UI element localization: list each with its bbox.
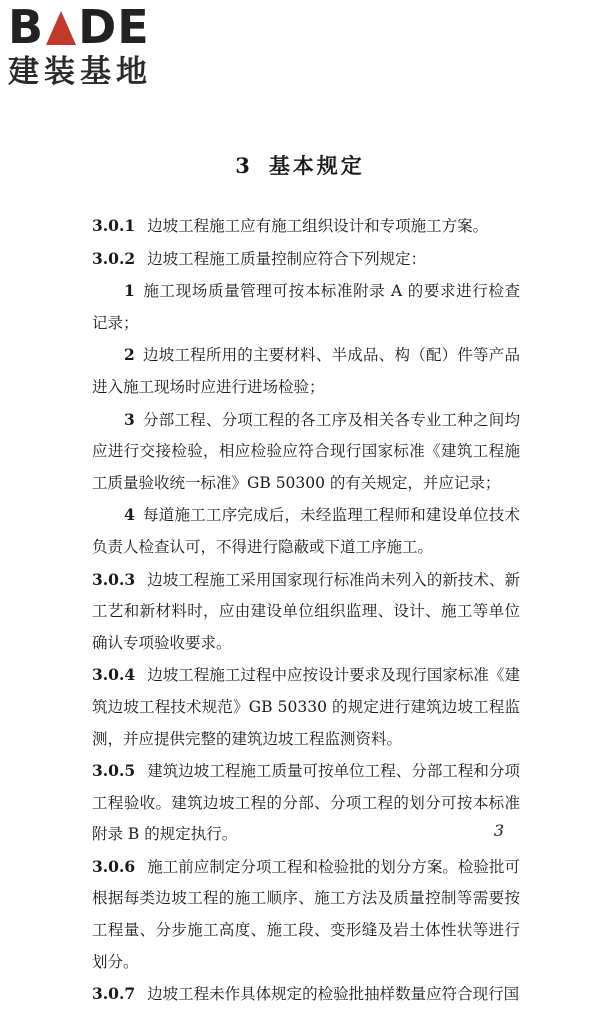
item-text: 分部工程、分项工程的各工序及相关各专业工种之间均应进行交接检验，相应检验应符合现行国家标准《建筑工程施工质量验收统一标准》GB 50300 的有关规定，并应记录； bbox=[92, 410, 520, 492]
clause-text: 施工前应制定分项工程和检验批的划分方案。检验批可根据每类边坡工程的施工顺序、施工方法及质量控制等需要按工程量、分步施工高度、施工段、变形缝及岩土体性状等进行划分。 bbox=[92, 857, 520, 971]
logo-triangle-icon bbox=[46, 11, 76, 45]
page-number: 3 bbox=[493, 821, 504, 840]
clause-number: 3.0.2 bbox=[92, 248, 136, 268]
item-text: 施工现场质量管理可按本标准附录 A 的要求进行检查记录； bbox=[92, 282, 520, 332]
chapter-heading: 基本规定 bbox=[268, 153, 365, 178]
list-item bbox=[92, 275, 520, 339]
clause bbox=[92, 564, 520, 660]
clause-number: 3.0.1 bbox=[92, 216, 136, 235]
clause-number: 3.0.4 bbox=[92, 665, 136, 685]
logo-subtitle: 建装基地 bbox=[8, 54, 152, 90]
clause bbox=[92, 659, 520, 755]
clause bbox=[92, 851, 520, 978]
clause bbox=[92, 210, 520, 243]
logo-wordmark bbox=[8, 0, 178, 54]
item-number: 4 bbox=[124, 505, 135, 525]
clause-text: 建筑边坡工程施工质量可按单位工程、分部工程和分项工程验收。建筑边坡工程的分部、分项工程的划分可按本标准附录 B 的规定执行。 bbox=[92, 762, 520, 844]
clause-number: 3.0.7 bbox=[92, 984, 136, 1004]
logo bbox=[8, 0, 178, 94]
clause-text: 边坡工程施工采用国家现行标准尚未列入的新技术、新工艺和新材料时，应由建设单位组织监理、设计、施工等单位确认专项验收要求。 bbox=[92, 570, 520, 652]
list-item bbox=[92, 404, 520, 500]
clause bbox=[92, 243, 520, 276]
item-number: 1 bbox=[124, 281, 135, 301]
clause-number: 3.0.5 bbox=[92, 761, 136, 781]
clause-text: 边坡工程未作具体规定的检验批抽样数量应符合现行国 bbox=[147, 985, 520, 1004]
item-number: 2 bbox=[124, 345, 135, 365]
clause-text: 边坡工程施工质量控制应符合下列规定： bbox=[147, 249, 427, 268]
clause-number: 3.0.3 bbox=[92, 569, 136, 589]
document-body bbox=[92, 210, 520, 1011]
item-text: 边坡工程所用的主要材料、半成品、构（配）件等产品进入施工现场时应进行进场检验； bbox=[92, 346, 520, 396]
clause-text: 边坡工程施工过程中应按设计要求及现行国家标准《建筑边坡工程技术规范》GB 50330 的规定进行建筑边坡工程监测，并应提供完整的建筑边坡工程监测资料。 bbox=[92, 666, 520, 748]
clause-number: 3.0.6 bbox=[92, 856, 136, 876]
list-item bbox=[92, 339, 520, 403]
item-number: 3 bbox=[124, 409, 135, 429]
clause-text: 边坡工程施工应有施工组织设计和专项施工方案。 bbox=[147, 217, 489, 235]
list-item bbox=[92, 499, 520, 563]
logo-word-prefix: B bbox=[8, 0, 45, 54]
chapter-title bbox=[0, 150, 600, 180]
logo-word-suffix: DE bbox=[78, 0, 150, 54]
item-text: 每道施工工序完成后，未经监理工程师和建设单位技术负责人检查认可，不得进行隐蔽或下道工序施工。 bbox=[92, 506, 520, 556]
chapter-number: 3 bbox=[235, 153, 253, 178]
clause bbox=[92, 978, 520, 1011]
clause bbox=[92, 755, 520, 851]
